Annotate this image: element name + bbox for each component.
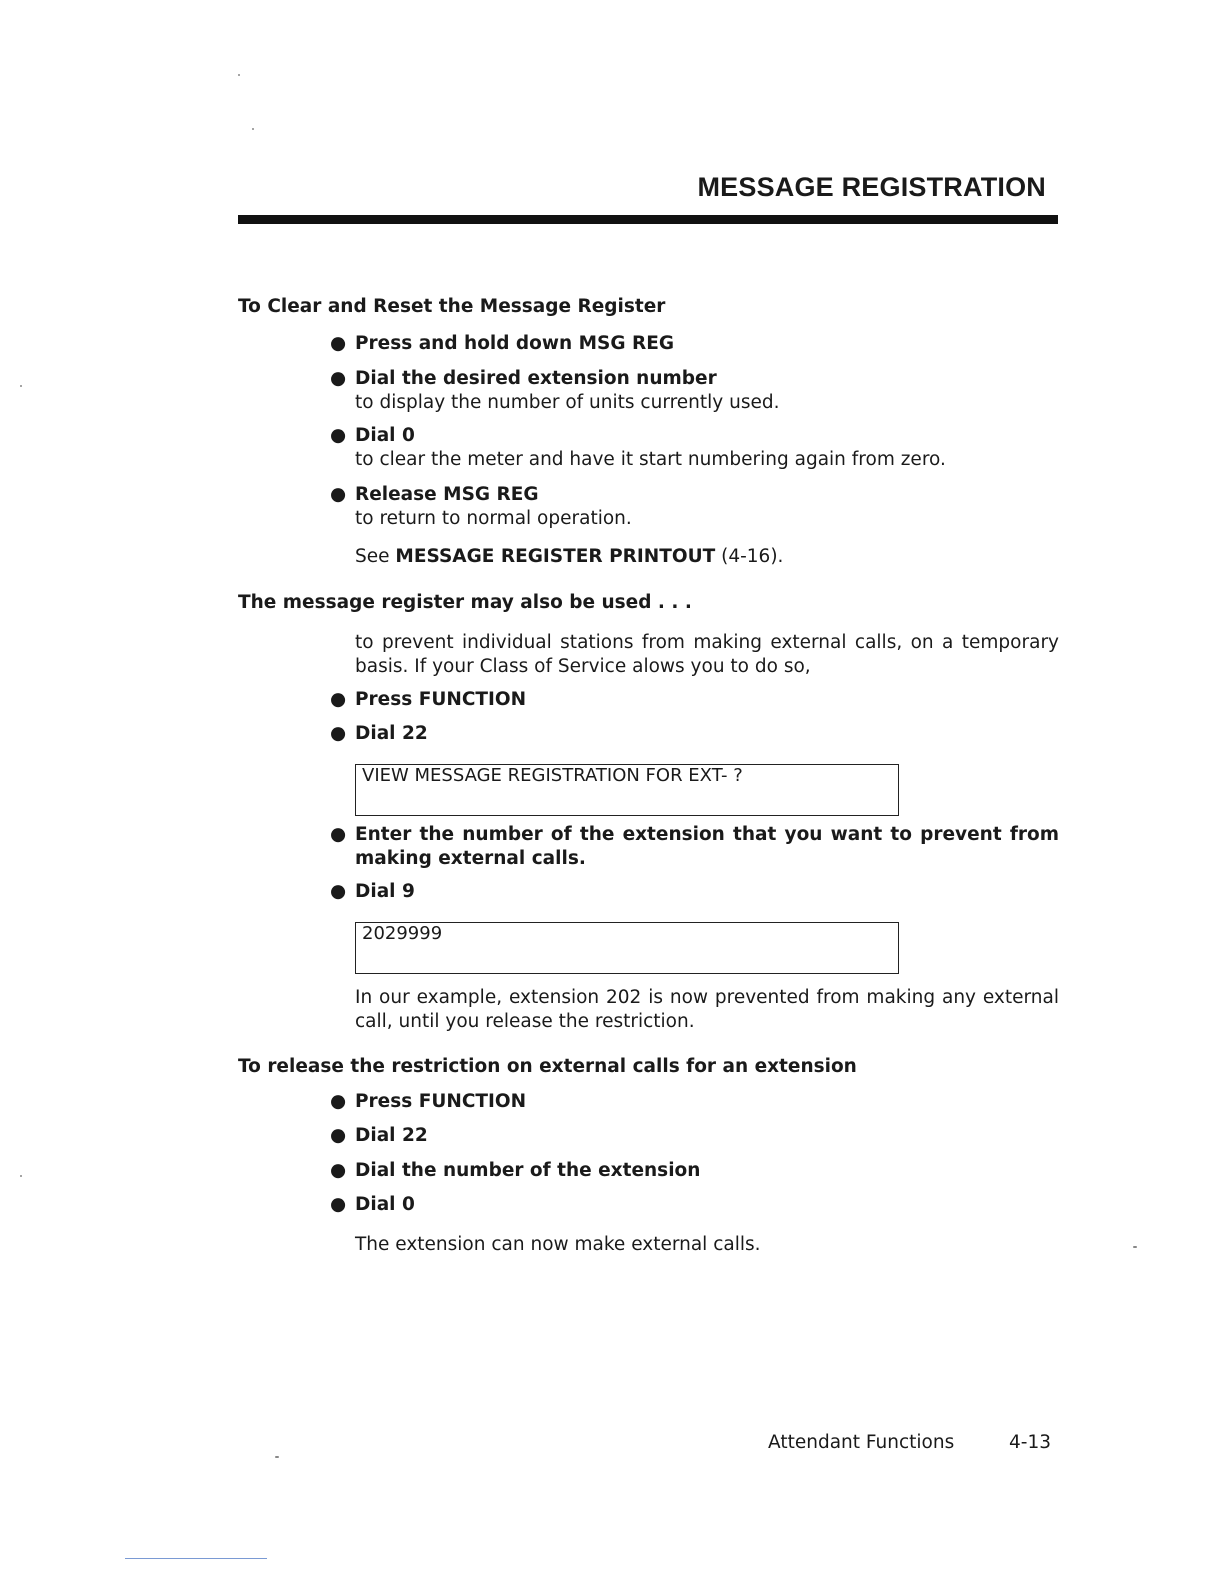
list-item [330,1193,1070,1217]
bullet-icon: ● [330,425,347,446]
intro-paragraph: to prevent individual stations from making external calls, on a temporary basis. If your Class of Service alows you to do so, [355,632,1059,677]
page-number: 4-13 [1009,1432,1051,1453]
step-action: Dial 0 [355,425,415,446]
scan-speck [238,74,240,76]
step-action: Dial the number of the extension [355,1160,701,1181]
see-suffix: (4-16). [721,546,784,567]
step-action: Press and hold down MSG REG [355,333,675,354]
bullet-icon: ● [330,484,347,505]
step-detail: to display the number of units currently used. [355,392,780,413]
step-action: Press FUNCTION [355,1091,527,1112]
display-screen [355,922,899,974]
section-heading-clear-reset: To Clear and Reset the Message Register [238,296,666,317]
step-action: Dial 9 [355,881,415,902]
bullet-icon: ● [330,824,347,845]
section-heading-release: To release the restriction on external calls for an extension [238,1056,857,1077]
title-rule [238,215,1058,224]
list-item [330,332,1070,356]
bullet-icon: ● [330,1194,347,1215]
step-action: Dial 22 [355,1125,428,1146]
see-prefix: See [355,546,390,567]
step-action: Release MSG REG [355,484,539,505]
scan-speck [20,1175,22,1177]
step-action: Dial 0 [355,1194,415,1215]
step-detail: to return to normal operation. [355,508,632,529]
bullet-icon: ● [330,689,347,710]
list-item [330,1159,1070,1183]
scan-speck [252,128,254,130]
list-item [330,1124,1070,1148]
footer-section-name: Attendant Functions [768,1432,955,1453]
example-paragraph: In our example, extension 202 is now prevented from making any external call, until you release the restriction. [355,987,1059,1032]
page-title: MESSAGE REGISTRATION [697,172,1046,202]
display-text: 2029999 [362,923,443,944]
scan-speck [1133,1246,1137,1248]
result-text: The extension can now make external calls. [355,1234,761,1255]
bullet-icon: ● [330,1160,347,1181]
list-item [330,483,1070,531]
see-also-reference [355,545,1055,569]
bullet-icon: ● [330,723,347,744]
bullet-icon: ● [330,881,347,902]
step-action: Press FUNCTION [355,689,527,710]
step-action: Dial 22 [355,723,428,744]
see-ref: MESSAGE REGISTER PRINTOUT [395,546,716,567]
section-heading-also-used: The message register may also be used . . . [238,592,692,613]
scan-speck [275,1456,279,1458]
step-detail: to clear the meter and have it start numbering again from zero. [355,449,946,470]
bullet-icon: ● [330,368,347,389]
display-text: VIEW MESSAGE REGISTRATION FOR EXT- ? [362,765,743,786]
bullet-icon: ● [330,1091,347,1112]
list-item [330,688,1070,712]
step-action: Enter the number of the extension that you want to prevent from making external calls. [355,824,1059,869]
bullet-icon: ● [330,333,347,354]
list-item [330,1090,1070,1114]
list-item [330,722,1070,746]
display-screen [355,764,899,816]
list-item [330,823,1070,871]
step-action: Dial the desired extension number [355,368,717,389]
bullet-icon: ● [330,1125,347,1146]
scan-speck [20,385,22,387]
scan-artifact-line [125,1558,267,1559]
list-item [330,424,1070,472]
list-item [330,880,1070,904]
list-item [330,367,1070,415]
